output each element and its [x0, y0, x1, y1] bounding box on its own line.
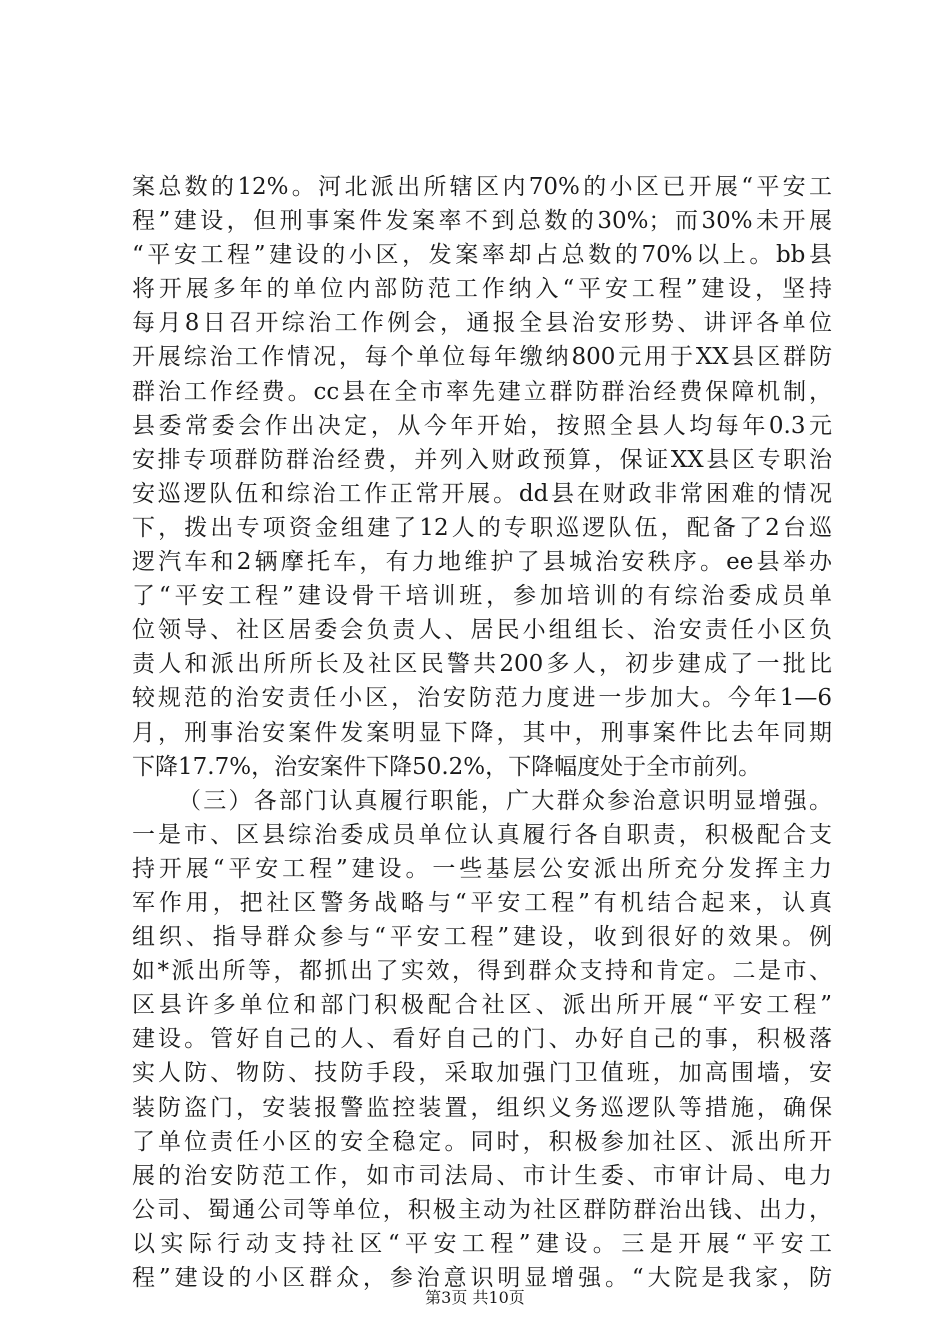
text-line: 区县许多单位和部门积极配合社区、派出所开展“平安工程” [132, 992, 832, 1019]
text-line: 开展综治工作情况，每个单位每年缴纳800元用于XX县区群防 [132, 344, 832, 371]
text-line: 案总数的12%。河北派出所辖区内70%的小区已开展“平安工 [132, 174, 832, 200]
text-line: 一是市、区县综治委成员单位认真履行各自职责，积极配合支 [132, 821, 832, 848]
text-line: 公司、蜀通公司等单位，积极主动为社区群防群治出钱、出力， [132, 1196, 832, 1223]
text-line: 下，拨出专项资金组建了12人的专职巡逻队伍，配备了2台巡 [132, 514, 832, 541]
text-line: 县委常委会作出决定，从今年开始，按照全县人均每年0.3元 [132, 412, 832, 439]
text-line: 每月8日召开综治工作例会，通报全县治安形势、讲评各单位 [132, 310, 832, 337]
text-line: 建设。管好自己的人、看好自己的门、办好自己的事，积极落 [132, 1026, 832, 1053]
text-line: 了“平安工程”建设骨干培训班，参加培训的有综治委成员单 [132, 583, 832, 610]
text-line: 程”建设，但刑事案件发案率不到总数的30%；而30%未开展 [132, 208, 832, 235]
text-line: 安巡逻队伍和综治工作正常开展。dd县在财政非常困难的情况 [132, 480, 832, 507]
text-line: 将开展多年的单位内部防范工作纳入“平安工程”建设，坚持 [132, 276, 832, 303]
page-number: 第3页 共10页 [425, 1288, 525, 1307]
text-line: 展的治安防范工作，如市司法局、市计生委、市审计局、电力 [132, 1162, 832, 1189]
text-line: 装防盗门，安装报警监控装置，组织义务巡逻队等措施，确保 [132, 1094, 832, 1121]
text-line: “平安工程”建设的小区，发案率却占总数的70%以上。bb县 [132, 242, 832, 269]
text-line: 实人防、物防、技防手段，采取加强门卫值班，加高围墙，安 [132, 1060, 832, 1087]
text-line: 群治工作经费。cc县在全市率先建立群防群治经费保障机制， [132, 378, 832, 405]
section-heading-line: （三）各部门认真履行职能，广大群众参治意识明显增强。 [178, 787, 832, 814]
text-line: 持开展“平安工程”建设。一些基层公安派出所充分发挥主力 [132, 855, 832, 882]
text-line: 安排专项群防群治经费，并列入财政预算，保证XX县区专职治 [132, 446, 832, 473]
text-line: 下降17.7%，治安案件下降50.2%，下降幅度处于全市前列。 [132, 753, 762, 780]
text-line: 责人和派出所所长及社区民警共200多人，初步建成了一批比 [132, 651, 832, 678]
text-line: 位领导、社区居委会负责人、居民小组组长、治安责任小区负 [132, 617, 832, 644]
text-line: 月，刑事治安案件发案明显下降，其中，刑事案件比去年同期 [132, 719, 832, 746]
text-line: 如*派出所等，都抓出了实效，得到群众支持和肯定。二是市、 [132, 958, 832, 985]
page-footer [0, 1285, 950, 1308]
text-line: 程”建设的小区群众，参治意识明显增强。“大院是我家，防 [132, 1265, 832, 1291]
text-line: 较规范的治安责任小区，治安防范力度进一步加大。今年1—6 [132, 685, 832, 712]
text-line: 军作用，把社区警务战略与“平安工程”有机结合起来，认真 [132, 889, 832, 916]
text-line: 组织、指导群众参与“平安工程”建设，收到很好的效果。例 [132, 924, 832, 951]
text-line: 了单位责任小区的安全稳定。同时，积极参加社区、派出所开 [132, 1128, 832, 1155]
text-line: 逻汽车和2辆摩托车，有力地维护了县城治安秩序。ee县举办 [132, 549, 832, 576]
text-line: 以实际行动支持社区“平安工程”建设。三是开展“平安工 [132, 1230, 832, 1257]
body-text [132, 170, 832, 1295]
